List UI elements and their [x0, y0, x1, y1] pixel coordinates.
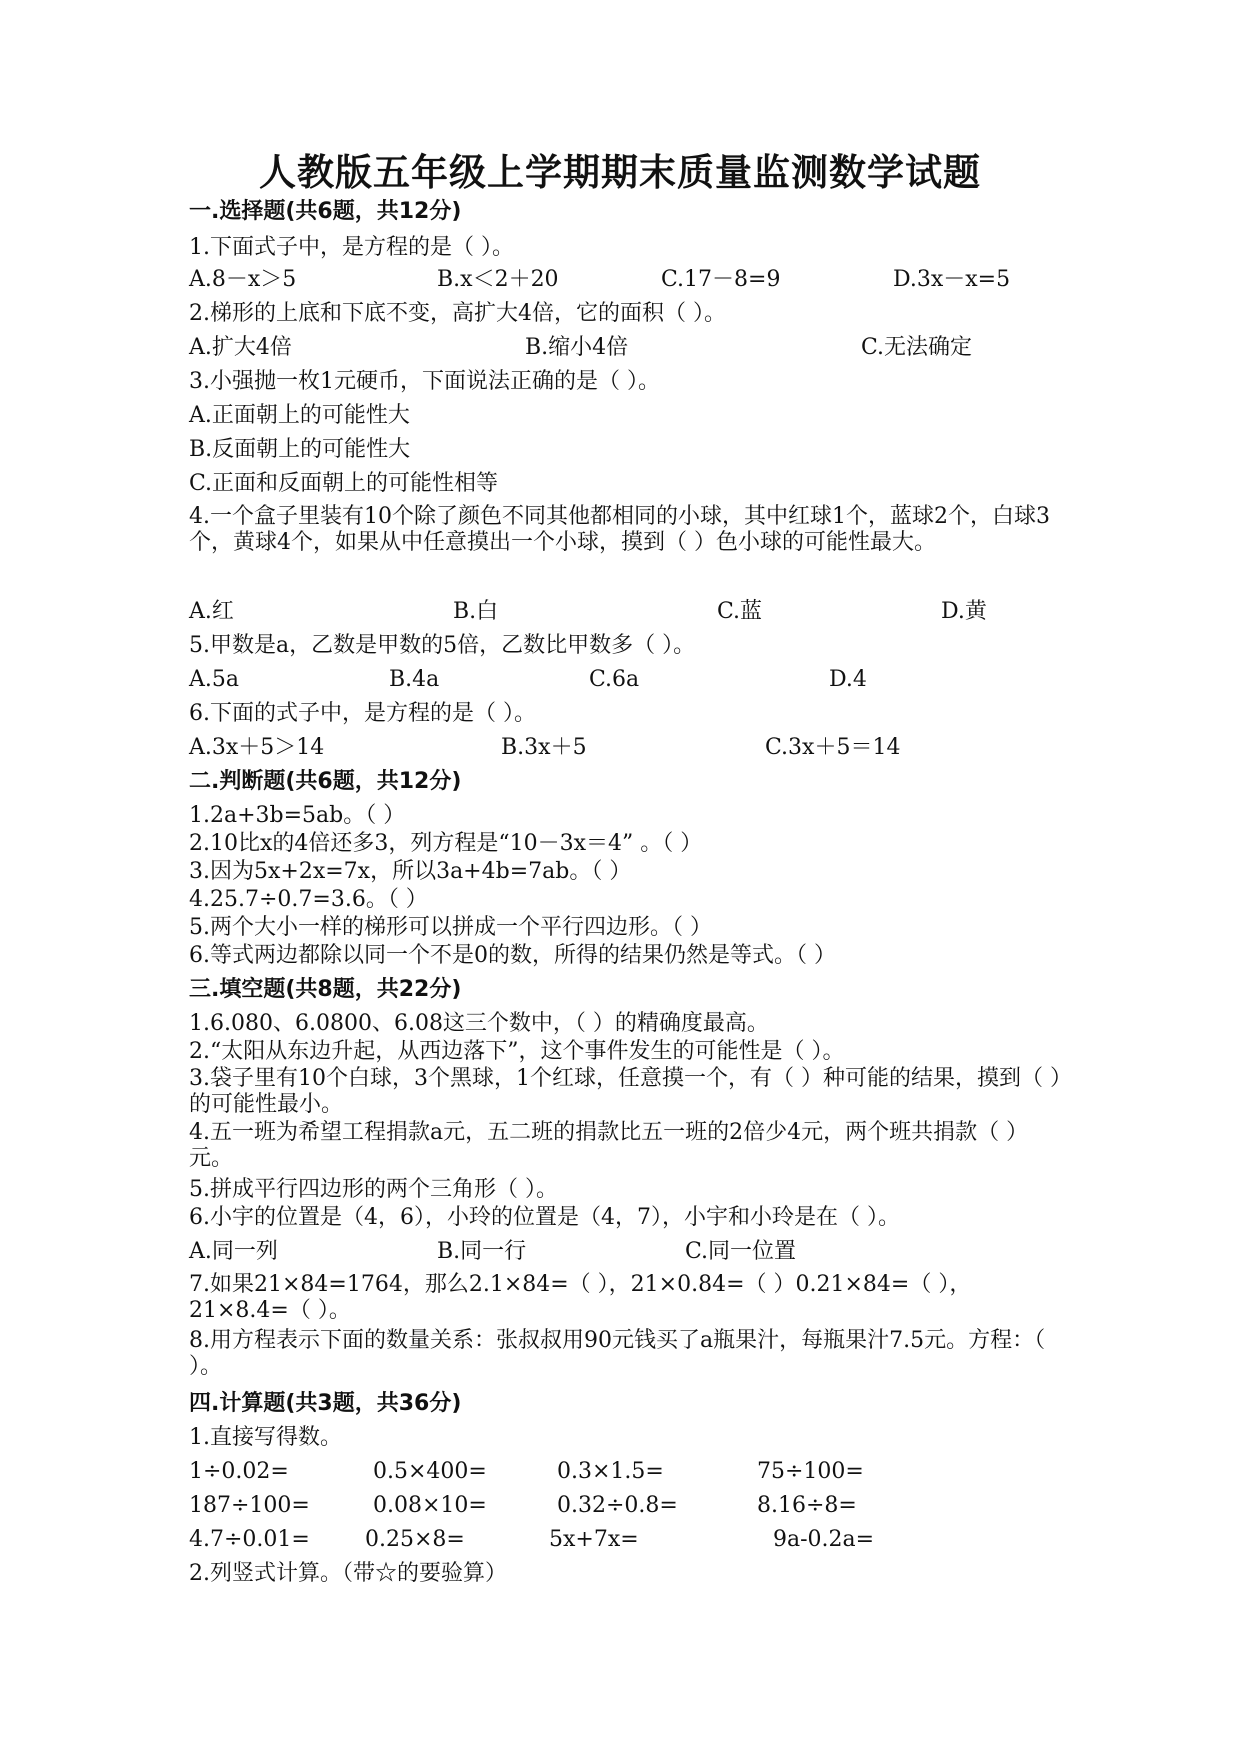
fill-item: 6.小宇的位置是（4，6），小玲的位置是（4，7），小宇和小玲是在（ ）。	[189, 1205, 900, 1230]
page-title: 人教版五年级上学期期末质量监测数学试题	[259, 150, 981, 194]
question-stem: 1.下面式子中，是方程的是（ ）。	[189, 235, 514, 260]
judgment-item: 2.10比x的4倍还多3，列方程是“10－3x＝4” 。（ ）	[189, 831, 703, 856]
question-stem: 3.小强抛一枚1元硬币，下面说法正确的是（ ）。	[189, 369, 660, 394]
option-a: A.扩大4倍	[189, 335, 292, 360]
option-row	[189, 334, 1069, 362]
option-a: A.8－x＞5	[189, 267, 297, 292]
option-b: B.同一行	[437, 1239, 527, 1264]
calc-cell: 0.5×400=	[373, 1459, 487, 1484]
question-stem: 2.梯形的上底和下底不变，高扩大4倍，它的面积（ ）。	[189, 301, 726, 326]
option-b: B.反面朝上的可能性大	[189, 437, 411, 462]
fill-item: 2.“太阳从东边升起，从西边落下”，这个事件发生的可能性是（ ）。	[189, 1039, 845, 1064]
option-a: A.红	[189, 599, 234, 624]
option-a: A.正面朝上的可能性大	[189, 403, 410, 428]
option-row	[189, 266, 1069, 294]
calc-question: 1.直接写得数。	[189, 1425, 342, 1450]
calc-cell: 0.3×1.5=	[557, 1459, 664, 1484]
fill-item: 4.五一班为希望工程捐款a元，五二班的捐款比五一班的2倍少4元，两个班共捐款（ ）元。	[189, 1120, 1029, 1171]
calc-cell: 9a-0.2a=	[773, 1527, 875, 1552]
calc-cell: 0.08×10=	[373, 1493, 487, 1518]
option-row	[189, 598, 1069, 626]
calc-row	[189, 1526, 1069, 1554]
fill-item: 5.拼成平行四边形的两个三角形（ ）。	[189, 1177, 558, 1202]
option-a: A.3x＋5＞14	[189, 735, 325, 760]
calc-cell: 0.32÷0.8=	[557, 1493, 678, 1518]
calc-row	[189, 1458, 1069, 1486]
section-heading-judgment: 二.判断题(共6题，共12分)	[189, 769, 462, 794]
option-c: C.无法确定	[861, 335, 973, 360]
calc-cell: 5x+7x=	[549, 1527, 639, 1552]
option-d: D.4	[829, 667, 867, 692]
calc-cell: 4.7÷0.01=	[189, 1527, 310, 1552]
option-b: B.缩小4倍	[525, 335, 629, 360]
question-stem: 5.甲数是a，乙数是甲数的5倍，乙数比甲数多（ ）。	[189, 633, 696, 658]
option-c: C.同一位置	[685, 1239, 797, 1264]
option-d: D.黄	[941, 599, 987, 624]
calc-row	[189, 1492, 1069, 1520]
judgment-item: 5.两个大小一样的梯形可以拼成一个平行四边形。（ ）	[189, 915, 712, 940]
section-heading-fill: 三.填空题(共8题，共22分)	[189, 977, 462, 1002]
option-c: C.17－8=9	[661, 267, 781, 292]
option-c: C.蓝	[717, 599, 763, 624]
option-c: C.正面和反面朝上的可能性相等	[189, 471, 499, 496]
fill-item: 3.袋子里有10个白球，3个黑球，1个红球，任意摸一个，有（ ）种可能的结果，摸到（ ）的可能性最小。	[189, 1066, 1061, 1117]
option-b: B.4a	[389, 667, 440, 692]
fill-item: 1.6.080、6.0800、6.08这三个数中，（ ）的精确度最高。	[189, 1011, 769, 1036]
fill-item: 8.用方程表示下面的数量关系：张叔叔用90元钱买了a瓶果汁，每瓶果汁7.5元。方程：（ ）。	[189, 1328, 1046, 1379]
question-stem: 4.一个盒子里装有10个除了颜色不同其他都相同的小球，其中红球1个，蓝球2个，白球3个，黄球4个，如果从中任意摸出一个小球，摸到（ ）色小球的可能性最大。	[189, 504, 1050, 555]
judgment-item: 3.因为5x+2x=7x，所以3a+4b=7ab。（ ）	[189, 859, 632, 884]
option-c: C.6a	[589, 667, 640, 692]
calc-cell: 8.16÷8=	[757, 1493, 857, 1518]
judgment-item: 1.2a+3b=5ab。（ ）	[189, 803, 406, 828]
option-d: D.3x－x=5	[893, 267, 1011, 292]
calc-cell: 1÷0.02=	[189, 1459, 289, 1484]
section-heading-calculation: 四.计算题(共3题，共36分)	[189, 1391, 462, 1416]
option-b: B.白	[453, 599, 499, 624]
calc-question: 2.列竖式计算。（带☆的要验算）	[189, 1561, 507, 1586]
judgment-item: 6.等式两边都除以同一个不是0的数，所得的结果仍然是等式。（ ）	[189, 943, 836, 968]
option-c: C.3x＋5＝14	[765, 735, 901, 760]
calc-cell: 0.25×8=	[365, 1527, 465, 1552]
question-stem: 6.下面的式子中，是方程的是（ ）。	[189, 701, 536, 726]
option-b: B.3x＋5	[501, 735, 587, 760]
option-row	[189, 1238, 1069, 1266]
judgment-item: 4.25.7÷0.7=3.6。（ ）	[189, 887, 428, 912]
option-row	[189, 734, 1069, 762]
option-b: B.x＜2＋20	[437, 267, 559, 292]
fill-item: 7.如果21×84=1764，那么2.1×84=（ ），21×0.84=（ ）0.21×84=（ ），21×8.4=（ ）。	[189, 1272, 972, 1323]
option-row	[189, 666, 1069, 694]
option-a: A.5a	[189, 667, 239, 692]
calc-cell: 187÷100=	[189, 1493, 310, 1518]
section-heading-choice: 一.选择题(共6题，共12分)	[189, 199, 462, 224]
calc-cell: 75÷100=	[757, 1459, 864, 1484]
option-a: A.同一列	[189, 1239, 278, 1264]
